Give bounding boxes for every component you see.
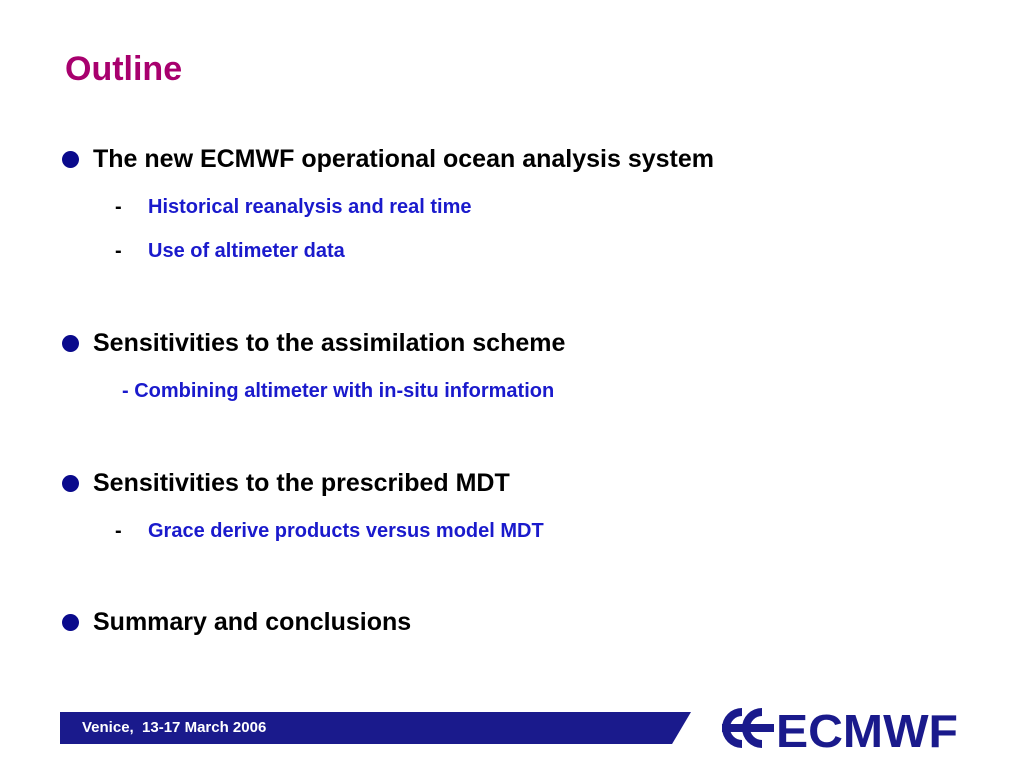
sub-item — [115, 240, 345, 263]
bullet-dot-icon — [62, 335, 79, 352]
bullet-text: The new ECMWF operational ocean analysis system — [93, 145, 715, 173]
bullet-dot-icon — [62, 475, 79, 492]
bullet-text: Sensitivities to the prescribed MDT — [93, 469, 510, 497]
sub-item-dash: - — [115, 196, 122, 218]
sub-item — [122, 380, 554, 403]
sub-item-dash: - — [115, 240, 122, 262]
sub-item-text: Use of altimeter data — [148, 240, 345, 262]
bullet-dot-icon — [62, 151, 79, 168]
bullet-item — [62, 469, 510, 498]
sub-item-text: Grace derive products versus model MDT — [148, 520, 544, 542]
bullet-item — [62, 145, 714, 174]
bullet-text: Summary and conclusions — [93, 608, 412, 636]
bullet-dot-icon — [62, 614, 79, 631]
sub-item — [115, 520, 544, 543]
sub-item-text: - Combining altimeter with in-situ information — [122, 380, 555, 402]
bullet-item — [62, 329, 565, 358]
sub-item-text: Historical reanalysis and real time — [148, 196, 472, 218]
ecmwf-logo-icon — [718, 702, 960, 754]
footer-text: Venice, 13-17 March 2006 — [82, 719, 267, 736]
sub-item-dash: - — [115, 520, 122, 542]
sub-item — [115, 196, 472, 219]
logo-text: ECMWF — [776, 705, 958, 754]
bullet-item — [62, 608, 411, 637]
slide-title: Outline — [65, 50, 183, 88]
bullet-text: Sensitivities to the assimilation scheme — [93, 329, 566, 357]
